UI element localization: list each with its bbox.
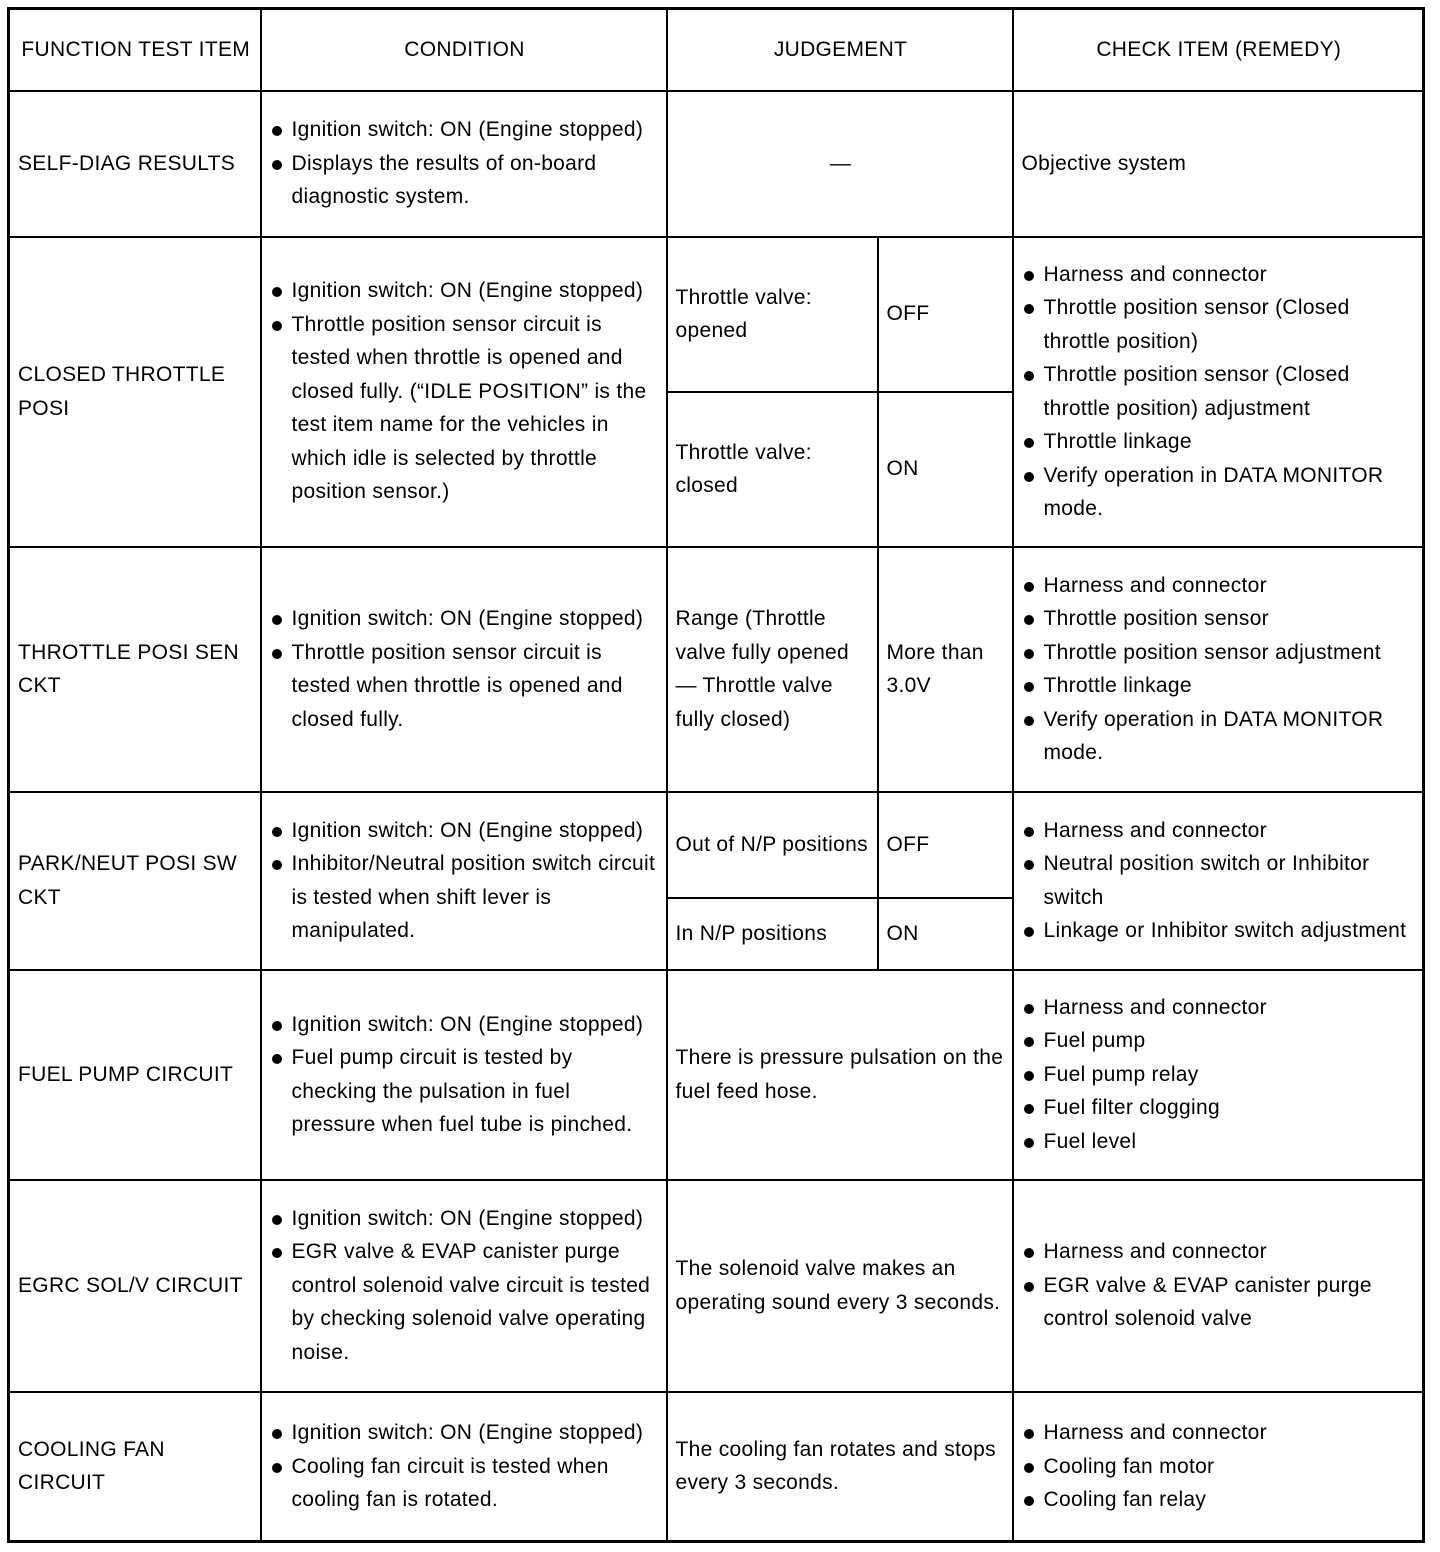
check-bullet: Throttle position sensor (Closed throttle position): [1022, 291, 1417, 358]
check-bullet: Harness and connector: [1022, 1416, 1417, 1450]
table-row: [9, 1180, 1424, 1392]
check-item-cell: [1013, 792, 1424, 970]
judgement-cell: There is pressure pulsation on the fuel feed hose.: [667, 970, 1013, 1180]
check-item-cell: [1013, 1180, 1424, 1392]
judgement-result: OFF: [878, 792, 1013, 898]
condition-bullet: Ignition switch: ON (Engine stopped): [270, 1008, 660, 1042]
condition-bullet: Displays the results of on-board diagnostic system.: [270, 147, 660, 214]
judgement-state: Throttle valve: opened: [667, 237, 878, 392]
function-test-table: [7, 7, 1425, 1543]
check-item-cell: [1013, 547, 1424, 792]
condition-cell: [261, 91, 667, 237]
check-bullet: Fuel level: [1022, 1125, 1417, 1159]
check-bullet: Throttle position sensor: [1022, 602, 1417, 636]
judgement-result: ON: [878, 898, 1013, 970]
judgement-cell: The solenoid valve makes an operating sound every 3 seconds.: [667, 1180, 1013, 1392]
check-bullet: Throttle position sensor (Closed throttle position) adjustment: [1022, 358, 1417, 425]
judgement-cell: The cooling fan rotates and stops every 3 seconds.: [667, 1392, 1013, 1542]
condition-bullet: Ignition switch: ON (Engine stopped): [270, 1202, 660, 1236]
judgement-result: ON: [878, 392, 1013, 547]
check-bullet: Throttle linkage: [1022, 669, 1417, 703]
header-condition: CONDITION: [261, 9, 667, 91]
condition-cell: [261, 1180, 667, 1392]
condition-bullet: Fuel pump circuit is tested by checking the pulsation in fuel pressure when fuel tube is pinched.: [270, 1041, 660, 1142]
check-bullet: Harness and connector: [1022, 258, 1417, 292]
judgement-result: More than 3.0V: [878, 547, 1013, 792]
check-item-cell: [1013, 970, 1424, 1180]
check-item-cell: Objective system: [1013, 91, 1424, 237]
judgement-result: OFF: [878, 237, 1013, 392]
condition-cell: [261, 792, 667, 970]
check-bullet: EGR valve & EVAP canister purge control solenoid valve: [1022, 1269, 1417, 1336]
condition-bullet: Cooling fan circuit is tested when cooling fan is rotated.: [270, 1450, 660, 1517]
condition-bullet: EGR valve & EVAP canister purge control solenoid valve circuit is tested by checking solenoid valve operating noise.: [270, 1235, 660, 1369]
function-test-item: PARK/NEUT POSI SW CKT: [9, 792, 261, 970]
condition-bullet: Ignition switch: ON (Engine stopped): [270, 814, 660, 848]
function-test-item: COOLING FAN CIRCUIT: [9, 1392, 261, 1542]
check-bullet: Harness and connector: [1022, 569, 1417, 603]
condition-cell: [261, 237, 667, 547]
table-row: [9, 91, 1424, 237]
function-test-item: CLOSED THROTTLE POSI: [9, 237, 261, 547]
judgement-state: In N/P positions: [667, 898, 878, 970]
check-bullet: Fuel filter clogging: [1022, 1091, 1417, 1125]
judgement-state: Out of N/P positions: [667, 792, 878, 898]
table-row: [9, 237, 1424, 392]
check-bullet: Throttle linkage: [1022, 425, 1417, 459]
header-check-item: CHECK ITEM (REMEDY): [1013, 9, 1424, 91]
check-bullet: Fuel pump: [1022, 1024, 1417, 1058]
check-bullet: Cooling fan motor: [1022, 1450, 1417, 1484]
judgement-state: Range (Throttle valve fully opened — Throttle valve fully closed): [667, 547, 878, 792]
header-function-test-item: FUNCTION TEST ITEM: [9, 9, 261, 91]
condition-cell: [261, 970, 667, 1180]
check-bullet: Throttle position sensor adjustment: [1022, 636, 1417, 670]
table-row: [9, 1392, 1424, 1542]
judgement-state: Throttle valve: closed: [667, 392, 878, 547]
check-item-cell: [1013, 237, 1424, 547]
table-row: [9, 970, 1424, 1180]
check-bullet: Linkage or Inhibitor switch adjustment: [1022, 914, 1417, 948]
function-test-item: FUEL PUMP CIRCUIT: [9, 970, 261, 1180]
condition-bullet: Inhibitor/Neutral position switch circuit is tested when shift lever is manipulated.: [270, 847, 660, 948]
table-row: [9, 792, 1424, 898]
condition-cell: [261, 547, 667, 792]
check-bullet: Fuel pump relay: [1022, 1058, 1417, 1092]
function-test-item: SELF-DIAG RESULTS: [9, 91, 261, 237]
check-bullet: Harness and connector: [1022, 814, 1417, 848]
check-bullet: Verify operation in DATA MONITOR mode.: [1022, 459, 1417, 526]
function-test-item: THROTTLE POSI SEN CKT: [9, 547, 261, 792]
condition-bullet: Ignition switch: ON (Engine stopped): [270, 602, 660, 636]
check-bullet: Cooling fan relay: [1022, 1483, 1417, 1517]
header-judgement: JUDGEMENT: [667, 9, 1013, 91]
table-row: [9, 547, 1424, 792]
header-row: [9, 9, 1424, 91]
check-bullet: Harness and connector: [1022, 991, 1417, 1025]
judgement-cell: —: [667, 91, 1013, 237]
check-item-cell: [1013, 1392, 1424, 1542]
condition-cell: [261, 1392, 667, 1542]
condition-bullet: Throttle position sensor circuit is tested when throttle is opened and closed fully.: [270, 636, 660, 737]
condition-bullet: Ignition switch: ON (Engine stopped): [270, 274, 660, 308]
condition-bullet: Ignition switch: ON (Engine stopped): [270, 113, 660, 147]
condition-bullet: Throttle position sensor circuit is tested when throttle is opened and closed fully. (“IDLE POSITION” is the test item name for the vehicles in which idle is selected by throttle position sensor.): [270, 308, 660, 509]
condition-bullet: Ignition switch: ON (Engine stopped): [270, 1416, 660, 1450]
check-bullet: Neutral position switch or Inhibitor switch: [1022, 847, 1417, 914]
check-bullet: Verify operation in DATA MONITOR mode.: [1022, 703, 1417, 770]
function-test-item: EGRC SOL/V CIRCUIT: [9, 1180, 261, 1392]
check-bullet: Harness and connector: [1022, 1235, 1417, 1269]
